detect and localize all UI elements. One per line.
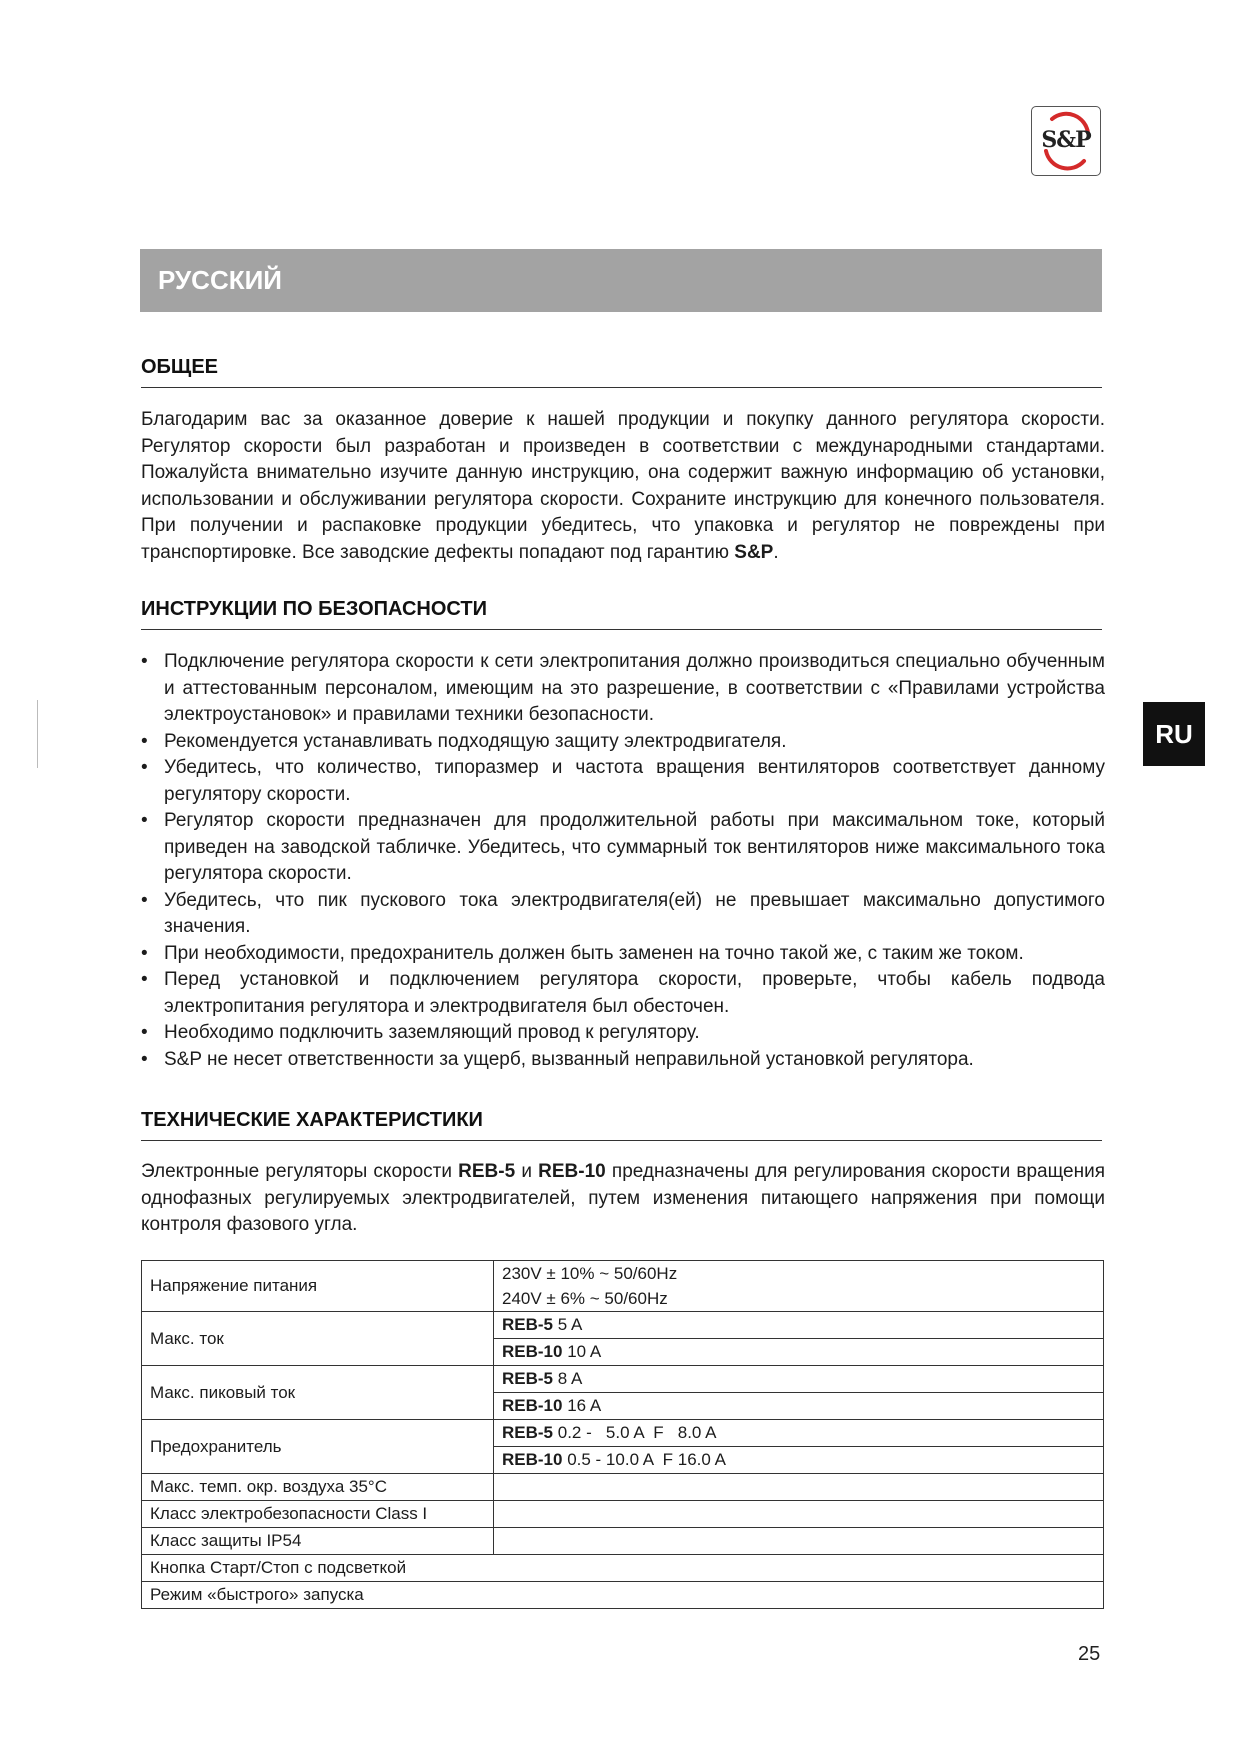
empty-cell bbox=[494, 1528, 1104, 1555]
fuse-label: Предохранитель bbox=[142, 1420, 494, 1474]
current-value bbox=[494, 1339, 1104, 1366]
list-item: • Перед установкой и подключением регулятора скорости, проверьте, чтобы кабель подвода электропитания регулятора и электродвигателя был обесточен. bbox=[141, 967, 1105, 1020]
model-name: REB-10 bbox=[502, 1396, 563, 1415]
current-amount: 5 A bbox=[553, 1315, 583, 1334]
current-amount: 10 A bbox=[562, 1342, 602, 1361]
section-heading-tech: ТЕХНИЧЕСКИЕ ХАРАКТЕРИСТИКИ bbox=[141, 1109, 1102, 1141]
table-row bbox=[142, 1261, 1104, 1312]
current-label: Макс. ток bbox=[142, 1312, 494, 1366]
section-heading-safety: ИНСТРУКЦИИ ПО БЕЗОПАСНОСТИ bbox=[141, 598, 1102, 630]
supply-value: 240V ± 6% ~ 50/60Hz bbox=[502, 1289, 668, 1308]
tech-text: Электронные регуляторы скорости bbox=[141, 1161, 459, 1182]
fuse-value bbox=[494, 1447, 1104, 1474]
fuse-amount: 0.5 - 10.0 A F 16.0 A bbox=[562, 1450, 726, 1469]
list-item: • S&P не несет ответственности за ущерб, вызванный неправильной установкой регулятора. bbox=[141, 1047, 1105, 1074]
supply-label: Напряжение питания bbox=[142, 1261, 494, 1312]
safety-class: Класс электробезопасности Class I bbox=[142, 1501, 494, 1528]
model-name: REB-10 bbox=[502, 1450, 563, 1469]
general-text: Благодарим вас за оказанное доверие к нашей продукции и покупку данного регулятора скорости. Регулятор скорости был разработан и произведен в соответствии с международными стандартами. Пожалуйста внимательно изучите данную инструкцию, она содержит важную информацию об установки, использовании и обслуживании регулятора скорости. Сохраните инструкцию для конечного пользователя. При получении и распаковке продукции убедитесь, что упаковка и регулятор не повреждены при транспортировке. Все заводские дефекты попадают под гарантию bbox=[141, 409, 1105, 563]
peak-label: Макс. пиковый ток bbox=[142, 1366, 494, 1420]
list-item: • Регулятор скорости предназначен для продолжительной работы при максимальном токе, который приведен на заводской табличке. Убедитесь, что суммарный ток вентиляторов ниже максимального тока регулятора скорости. bbox=[141, 808, 1105, 888]
start-stop-button-spec: Кнопка Старт/Стоп с подсветкой bbox=[142, 1555, 1104, 1582]
supply-values bbox=[494, 1261, 1104, 1312]
tech-text: и bbox=[515, 1161, 539, 1182]
peak-value bbox=[494, 1366, 1104, 1393]
table-row bbox=[142, 1312, 1104, 1339]
list-item: • Рекомендуется устанавливать подходящую защиту электродвигателя. bbox=[141, 729, 1105, 756]
ambient-temp: Макс. темп. окр. воздуха 35°C bbox=[142, 1474, 494, 1501]
list-item: • Подключение регулятора скорости к сети электропитания должно производиться специально обученным и аттестованным персоналом, имеющим на это разрешение, в соответствии с «Правилами устройства электроустановок» и правилами техники безопасности. bbox=[141, 649, 1105, 729]
table-row bbox=[142, 1501, 1104, 1528]
tech-paragraph bbox=[141, 1159, 1105, 1239]
model-name: REB-5 bbox=[502, 1369, 554, 1388]
protection-class: Класс защиты IP54 bbox=[142, 1528, 494, 1555]
model-reb5: REB-5 bbox=[458, 1161, 516, 1182]
model-name: REB-5 bbox=[502, 1315, 554, 1334]
list-item: • Необходимо подключить заземляющий провод к регулятору. bbox=[141, 1020, 1105, 1047]
peak-amount: 8 A bbox=[553, 1369, 583, 1388]
table-row bbox=[142, 1420, 1104, 1447]
peak-value bbox=[494, 1393, 1104, 1420]
model-reb10: REB-10 bbox=[538, 1161, 606, 1182]
fuse-value bbox=[494, 1420, 1104, 1447]
general-paragraph bbox=[141, 407, 1105, 566]
list-item: • Убедитесь, что пик пускового тока электродвигателя(ей) не превышает максимально допустимого значения. bbox=[141, 888, 1105, 941]
peak-amount: 16 A bbox=[562, 1396, 602, 1415]
specs-table bbox=[141, 1260, 1104, 1609]
language-tab-ru: RU bbox=[1143, 702, 1205, 766]
page-number: 25 bbox=[1078, 1643, 1101, 1665]
model-name: REB-10 bbox=[502, 1342, 563, 1361]
table-row bbox=[142, 1528, 1104, 1555]
table-row bbox=[142, 1474, 1104, 1501]
list-item: • При необходимости, предохранитель должен быть заменен на точно такой же, с таким же током. bbox=[141, 941, 1105, 968]
supply-value: 230V ± 10% ~ 50/60Hz bbox=[502, 1264, 678, 1283]
logo-text: S&P bbox=[1041, 127, 1091, 153]
quick-start-spec: Режим «быстрого» запуска bbox=[142, 1582, 1104, 1609]
safety-list bbox=[141, 649, 1105, 1073]
table-row bbox=[142, 1366, 1104, 1393]
language-banner: РУССКИЙ bbox=[140, 249, 1102, 312]
fuse-amount: 0.2 - 5.0 A F 8.0 A bbox=[553, 1423, 717, 1442]
margin-mark bbox=[37, 700, 38, 768]
model-name: REB-5 bbox=[502, 1423, 554, 1442]
sp-logo bbox=[1031, 106, 1101, 176]
section-heading-general: ОБЩЕЕ bbox=[141, 356, 1102, 388]
general-text-end: . bbox=[773, 541, 779, 563]
brand-name: S&P bbox=[734, 541, 774, 563]
current-value bbox=[494, 1312, 1104, 1339]
empty-cell bbox=[494, 1474, 1104, 1501]
table-row bbox=[142, 1582, 1104, 1609]
table-row bbox=[142, 1555, 1104, 1582]
tech-text: предназначены для регулирования скорости вращения однофазных регулируемых электродвигателей, путем изменения питающего напряжения при помощи контроля фазового угла. bbox=[141, 1161, 1105, 1235]
empty-cell bbox=[494, 1501, 1104, 1528]
list-item: • Убедитесь, что количество, типоразмер и частота вращения вентиляторов соответствует данному регулятору скорости. bbox=[141, 755, 1105, 808]
